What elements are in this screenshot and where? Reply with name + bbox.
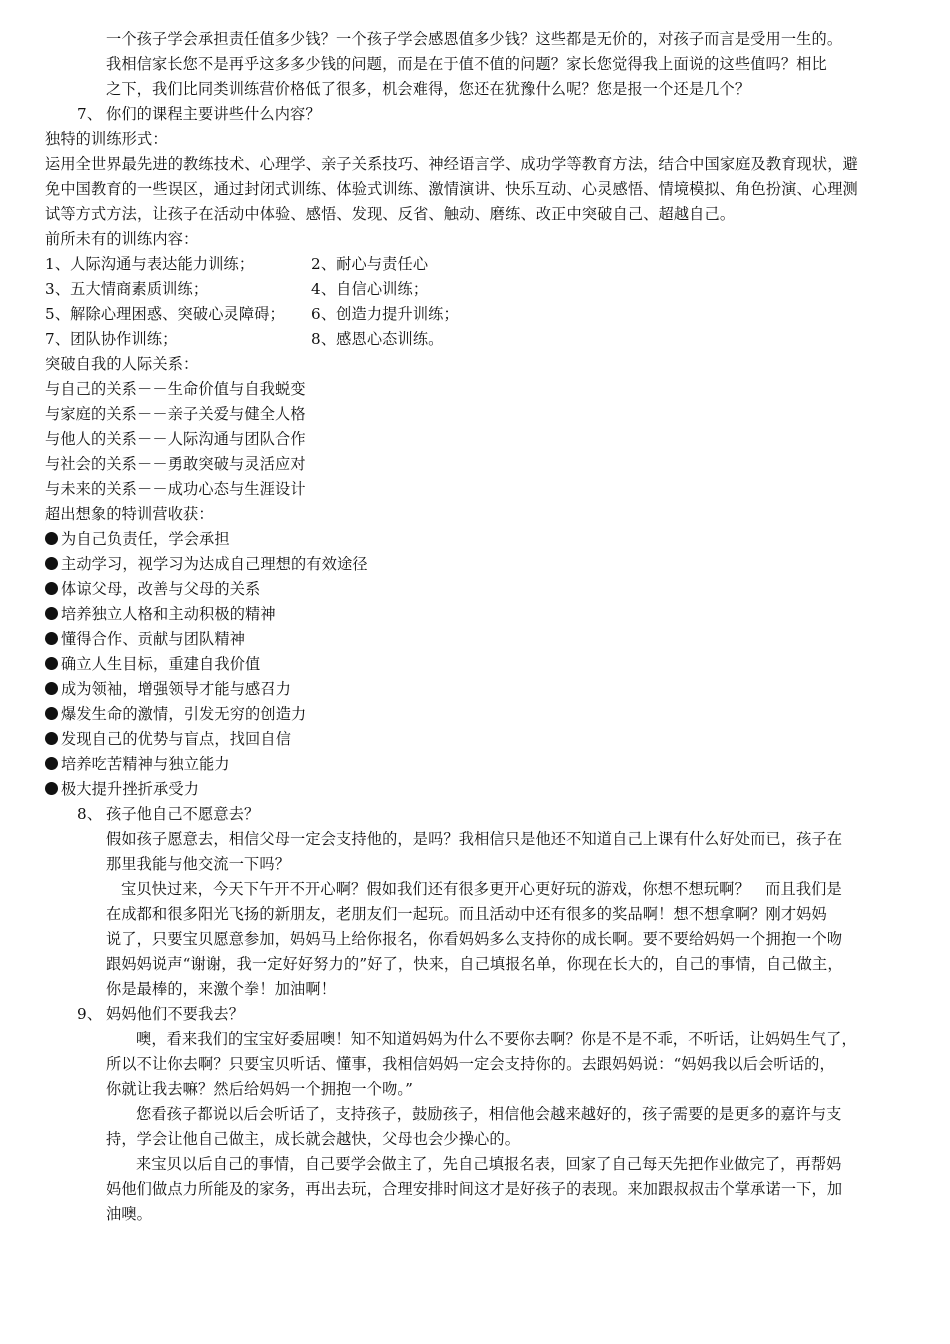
q7-number: 7、 [77,105,103,123]
bullet-icon [45,682,58,695]
gain-item [45,777,199,802]
training-content-item: 8、感恩心态训练。 [311,330,444,348]
q8-line: 假如孩子愿意去，相信父母一定会支持他的，是吗？我相信只是他还不知道自己上课有什么好处而已，孩子在 [106,830,843,848]
gains-heading: 超出想象的特训营收获： [45,505,214,523]
gain-text: 培养吃苦精神与独立能力 [61,755,230,773]
q9-line: 妈他们做点力所能及的家务，再出去玩，合理安排时间这才是好孩子的表现。来加跟叔叔击个掌承诺一下，加 [106,1180,843,1198]
gain-text: 懂得合作、贡献与团队精神 [61,630,246,648]
training-form-line-2: 免中国教育的一些误区，通过封闭式训练、体验式训练、激情演讲、快乐互动、心灵感悟、情境模拟、角色扮演、心理测 [45,180,858,198]
q9-line: 你就让我去嘛？然后给妈妈一个拥抱一个吻。” [106,1080,414,1098]
bullet-icon [45,532,58,545]
q8-line: 宝贝快过来，今天下午开不开心啊？假如我们还有很多更开心更好玩的游戏，你想不想玩啊？ 而且我们是 [121,880,842,898]
gain-text: 为自己负责任，学会承担 [61,530,230,548]
training-form-heading: 独特的训练形式： [45,130,168,148]
training-content-heading: 前所未有的训练内容： [45,230,199,248]
gain-item [45,677,291,702]
q8-line: 你是最棒的，来激个拳！加油啊！ [106,980,337,998]
q9-question: 妈妈他们不要我去？ [106,1005,245,1023]
q9-number: 9、 [77,1005,103,1023]
bullet-icon [45,557,58,570]
training-content-item: 6、创造力提升训练； [311,305,459,323]
gain-item [45,577,260,602]
training-content-item: 5、解除心理困惑、突破心灵障碍； [45,305,285,323]
q9-line: 持，学会让他自己做主，成长就会越快，父母也会少操心的。 [106,1130,521,1148]
gain-text: 体谅父母，改善与父母的关系 [61,580,261,598]
intro-line-3: 之下，我们比同类训练营价格低了很多，机会难得，您还在犹豫什么呢？您是报一个还是几个？ [106,80,751,98]
training-content-item: 4、自信心训练； [311,280,429,298]
q9-line: 您看孩子都说以后会听话了，支持孩子，鼓励孩子，相信他会越来越好的，孩子需要的是更多的嘉许与支 [136,1105,842,1123]
q8-question: 孩子他自己不愿意去？ [106,805,260,823]
gain-text: 主动学习，视学习为达成自己理想的有效途径 [61,555,368,573]
bullet-icon [45,657,58,670]
relation-item: 与社会的关系－－勇敢突破与灵活应对 [45,455,306,473]
bullet-icon [45,582,58,595]
relation-item: 与他人的关系－－人际沟通与团队合作 [45,430,306,448]
gain-text: 极大提升挫折承受力 [61,780,200,798]
training-content-item: 2、耐心与责任心 [311,255,429,273]
q9-line: 噢，看来我们的宝宝好委屈噢！知不知道妈妈为什么不要你去啊？你是不是不乖，不听话，让妈妈生气了， [136,1030,857,1048]
bullet-icon [45,632,58,645]
q9-line: 所以不让你去啊？只要宝贝听话、懂事，我相信妈妈一定会支持你的。去跟妈妈说：“妈妈我以后会听话的， [106,1055,835,1073]
q7-question: 你们的课程主要讲些什么内容？ [106,105,321,123]
bullet-icon [45,607,58,620]
training-content-item: 7、团队协作训练； [45,330,178,348]
gain-item [45,527,230,552]
gain-text: 成为领袖，增强领导才能与感召力 [61,680,292,698]
gain-item [45,552,368,577]
training-form-line-1: 运用全世界最先进的教练技术、心理学、亲子关系技巧、神经语言学、成功学等教育方法，结合中国家庭及教育现状，避 [45,155,858,173]
bullet-icon [45,782,58,795]
gain-text: 确立人生目标，重建自我价值 [61,655,261,673]
training-content-item: 3、五大情商素质训练； [45,280,209,298]
intro-line-1: 一个孩子学会承担责任值多少钱？一个孩子学会感恩值多少钱？这些都是无价的，对孩子而言是受用一生的。 [106,30,843,48]
gain-text: 爆发生命的激情，引发无穷的创造力 [61,705,307,723]
bullet-icon [45,707,58,720]
bullet-icon [45,757,58,770]
training-content-item: 1、人际沟通与表达能力训练； [45,255,255,273]
q8-line: 在成都和很多阳光飞扬的新朋友，老朋友们一起玩。而且活动中还有很多的奖品啊！想不想拿啊？刚才妈妈 [106,905,827,923]
q9-line: 油噢。 [106,1205,153,1223]
q8-line: 跟妈妈说声“谢谢，我一定好好努力的”好了，快来，自己填报名单，你现在长大的，自己的事情，自己做主， [106,955,843,973]
q9-line: 来宝贝以后自己的事情，自己要学会做主了，先自己填报名表，回家了自己每天先把作业做完了，再帮妈 [136,1155,842,1173]
gain-item [45,727,291,752]
gain-text: 培养独立人格和主动积极的精神 [61,605,276,623]
relation-item: 与家庭的关系－－亲子关爱与健全人格 [45,405,306,423]
q8-line: 说了，只要宝贝愿意参加，妈妈马上给你报名，你看妈妈多么支持你的成长啊。要不要给妈妈一个拥抱一个吻 [106,930,843,948]
gain-item [45,602,276,627]
gain-item [45,652,260,677]
q8-number: 8、 [77,805,103,823]
relation-item: 与未来的关系－－成功心态与生涯设计 [45,480,306,498]
gain-item [45,627,245,652]
relations-heading: 突破自我的人际关系： [45,355,199,373]
training-form-line-3: 试等方式方法，让孩子在活动中体验、感悟、发现、反省、触动、磨练、改正中突破自己、超越自己。 [45,205,736,223]
gain-item [45,752,230,777]
gain-item [45,702,306,727]
q8-line: 那里我能与他交流一下吗？ [106,855,291,873]
intro-line-2: 我相信家长您不是再乎这多多少钱的问题，而是在于值不值的问题？家长您觉得我上面说的这些值吗？相比 [106,55,827,73]
gain-text: 发现自己的优势与盲点，找回自信 [61,730,292,748]
bullet-icon [45,732,58,745]
relation-item: 与自己的关系－－生命价值与自我蜕变 [45,380,306,398]
